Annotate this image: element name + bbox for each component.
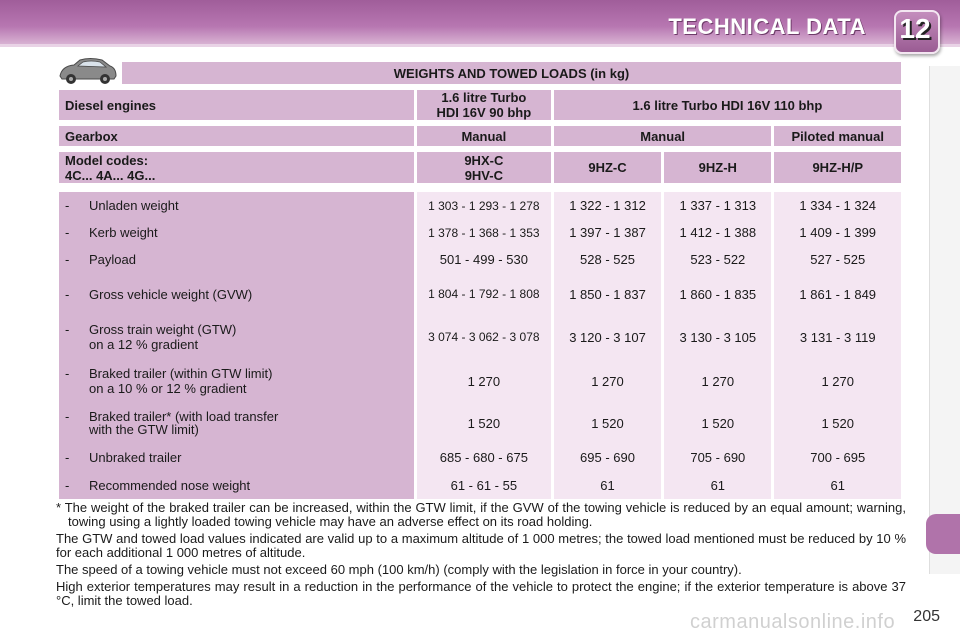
table-row — [59, 246, 901, 273]
cell-b: 1 520 — [554, 403, 661, 443]
code-d: 9HZ-H/P — [774, 152, 901, 183]
table-row — [59, 403, 901, 443]
cell-d: 1 520 — [774, 403, 901, 443]
row-label: - Payload — [59, 246, 414, 273]
note-altitude: The GTW and towed load values indicated are valid up to a maximum altitude of 1 000 metres; the towed load mentioned must be reduced by 10 % for each additional 1 000 metres of altitude. — [56, 531, 906, 560]
row-label-text: Payload — [89, 252, 136, 267]
row-label-text: Unladen weight — [89, 198, 179, 213]
model-codes-label — [59, 152, 414, 183]
engines-label: Diesel engines — [59, 90, 414, 120]
cell-c: 3 130 - 3 105 — [664, 315, 771, 359]
notes-section — [56, 501, 906, 611]
table-row — [59, 192, 901, 219]
code-a-line1: 9HX-C — [464, 152, 504, 168]
cell-a: 1 270 — [417, 359, 551, 403]
model-codes-line2: 4C... 4A... 4G... — [65, 167, 156, 183]
table-row — [59, 315, 901, 359]
row-label-text: Gross train weight (GTW) — [89, 322, 237, 337]
cell-b: 1 850 - 1 837 — [554, 273, 661, 315]
watermark: carmanualsonline.info — [690, 611, 896, 633]
row-label-text: Recommended nose weight — [89, 477, 251, 493]
side-tab-active[interactable] — [926, 514, 960, 554]
cell-a: 685 - 680 - 675 — [417, 443, 551, 471]
cell-d: 1 270 — [774, 359, 901, 403]
row-label-text: Unbraked trailer — [89, 449, 182, 465]
page-title: TECHNICAL DATA — [668, 14, 866, 39]
cell-a: 1 804 - 1 792 - 1 808 — [417, 273, 551, 315]
engine-a-header — [417, 90, 551, 120]
row-label: - Unbraked trailer — [59, 443, 414, 471]
row-label-text: Braked trailer (within GTW limit) — [89, 366, 273, 381]
row-label-text: Kerb weight — [89, 225, 158, 240]
cell-d: 527 - 525 — [774, 246, 901, 273]
code-a — [417, 152, 551, 183]
row-label-sub: on a 12 % gradient — [89, 337, 199, 352]
row-label-text: Braked trailer* (with load transfer — [89, 409, 279, 424]
gearbox-b: Manual — [554, 126, 772, 146]
cell-d: 1 861 - 1 849 — [774, 273, 901, 315]
cell-a: 501 - 499 - 530 — [417, 246, 551, 273]
car-icon-spacer — [59, 62, 119, 84]
weights-table — [56, 62, 904, 499]
engine-b-header: 1.6 litre Turbo HDI 16V 110 bhp — [554, 90, 901, 120]
cell-c: 1 412 - 1 388 — [664, 219, 771, 246]
header-divider — [0, 44, 960, 47]
cell-b: 61 — [554, 471, 661, 499]
code-c: 9HZ-H — [664, 152, 771, 183]
table-row — [59, 273, 901, 315]
cell-d: 1 409 - 1 399 — [774, 219, 901, 246]
row-label-sub: with the GTW limit) — [89, 422, 199, 437]
engine-a-line2: HDI 16V 90 bhp — [436, 105, 532, 120]
row-label-text: Gross vehicle weight (GVW) — [89, 286, 253, 302]
cell-c: 1 270 — [664, 359, 771, 403]
side-tab-strip — [929, 66, 960, 574]
cell-c: 1 860 - 1 835 — [664, 273, 771, 315]
cell-d: 61 — [774, 471, 901, 499]
code-a-line2: 9HV-C — [464, 167, 503, 183]
cell-c: 523 - 522 — [664, 246, 771, 273]
table-title: WEIGHTS AND TOWED LOADS (in kg) — [122, 62, 901, 84]
row-label: - Braked trailer* (with load transfer with the GTW limit) — [59, 403, 414, 443]
cell-d: 3 131 - 3 119 — [774, 315, 901, 359]
table-row — [59, 443, 901, 471]
cell-b: 528 - 525 — [554, 246, 661, 273]
note-temperature: High exterior temperatures may result in a reduction in the performance of the vehicle to protect the engine; if the exterior temperature is above 37 °C, limit the towed load. — [56, 579, 906, 608]
gearbox-a: Manual — [417, 126, 551, 146]
gearbox-label: Gearbox — [59, 126, 414, 146]
cell-a: 61 - 61 - 55 — [417, 471, 551, 499]
cell-b: 3 120 - 3 107 — [554, 315, 661, 359]
chapter-number: 12 — [899, 13, 931, 44]
cell-c: 1 520 — [664, 403, 771, 443]
cell-b: 1 270 — [554, 359, 661, 403]
table-row — [59, 359, 901, 403]
cell-a: 1 520 — [417, 403, 551, 443]
cell-c: 705 - 690 — [664, 443, 771, 471]
row-label: - Unladen weight — [59, 192, 414, 219]
row-label: - Gross train weight (GTW) on a 12 % gradient — [59, 315, 414, 359]
cell-a: 1 303 - 1 293 - 1 278 — [417, 192, 551, 219]
cell-c: 61 — [664, 471, 771, 499]
note-speed: The speed of a towing vehicle must not exceed 60 mph (100 km/h) (comply with the legislation in force in your country). — [56, 562, 742, 577]
row-label: - Recommended nose weight — [59, 471, 414, 499]
code-b: 9HZ-C — [554, 152, 661, 183]
cell-d: 700 - 695 — [774, 443, 901, 471]
row-label: - Kerb weight — [59, 219, 414, 246]
cell-d: 1 334 - 1 324 — [774, 192, 901, 219]
cell-a: 1 378 - 1 368 - 1 353 — [417, 219, 551, 246]
table-row — [59, 471, 901, 499]
row-label: - Gross vehicle weight (GVW) — [59, 273, 414, 315]
cell-a: 3 074 - 3 062 - 3 078 — [417, 315, 551, 359]
page-number: 205 — [913, 608, 940, 625]
footnote: * The weight of the braked trailer can be increased, within the GTW limit, if the GVW of the towing vehicle is reduced by an equal amount; warning, towing using a lightly loaded towing vehicle may have an adverse effect on its road holding. — [56, 500, 906, 529]
gearbox-d: Piloted manual — [774, 126, 901, 146]
engine-a-line1: 1.6 litre Turbo — [441, 90, 527, 105]
table-row — [59, 219, 901, 246]
cell-c: 1 337 - 1 313 — [664, 192, 771, 219]
cell-b: 695 - 690 — [554, 443, 661, 471]
row-label-sub: on a 10 % or 12 % gradient — [89, 381, 247, 396]
cell-b: 1 397 - 1 387 — [554, 219, 661, 246]
model-codes-line1: Model codes: — [65, 152, 149, 168]
row-label: - Braked trailer (within GTW limit) on a 10 % or 12 % gradient — [59, 359, 414, 403]
cell-b: 1 322 - 1 312 — [554, 192, 661, 219]
